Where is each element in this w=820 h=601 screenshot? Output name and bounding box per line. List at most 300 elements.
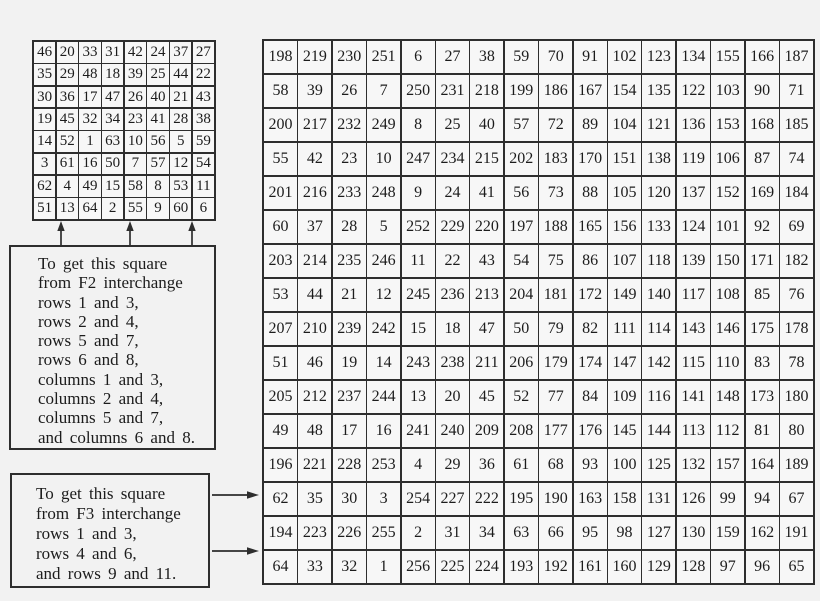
grid-cell: 5 bbox=[367, 211, 400, 243]
grid-cell: 227 bbox=[436, 483, 469, 515]
magic-square-8x8 bbox=[32, 40, 216, 221]
grid-cell: 169 bbox=[746, 177, 779, 209]
up-arrow-2 bbox=[124, 221, 136, 246]
grid-cell: 206 bbox=[505, 347, 538, 379]
note-line: rows 1 and 3, bbox=[38, 292, 139, 312]
note-line: and rows 9 and 11. bbox=[36, 564, 177, 583]
grid-cell: 129 bbox=[642, 551, 675, 583]
up-arrow-3 bbox=[186, 221, 198, 246]
grid-cell: 198 bbox=[264, 41, 297, 73]
grid-cell: 166 bbox=[746, 41, 779, 73]
grid-cell: 95 bbox=[574, 517, 607, 549]
grid-cell: 97 bbox=[711, 551, 744, 583]
grid-cell: 29 bbox=[436, 449, 469, 481]
grid-cell: 39 bbox=[298, 75, 331, 107]
grid-cell: 68 bbox=[539, 449, 572, 481]
grid-cell: 56 bbox=[147, 131, 168, 152]
grid-cell: 28 bbox=[333, 211, 366, 243]
grid-cell: 51 bbox=[34, 198, 55, 219]
grid-cell: 203 bbox=[264, 245, 297, 277]
grid-cell: 247 bbox=[402, 143, 435, 175]
grid-cell: 64 bbox=[264, 551, 297, 583]
grid-cell: 50 bbox=[102, 154, 123, 175]
grid-cell: 136 bbox=[677, 109, 710, 141]
grid-cell: 17 bbox=[333, 415, 366, 447]
grid-cell: 187 bbox=[780, 41, 813, 73]
grid-cell: 45 bbox=[470, 381, 503, 413]
up-arrow-1 bbox=[55, 221, 67, 246]
grid-cell: 113 bbox=[677, 415, 710, 447]
grid-cell: 199 bbox=[505, 75, 538, 107]
grid-cell: 33 bbox=[79, 42, 100, 63]
grid-cell: 109 bbox=[608, 381, 641, 413]
grid-cell: 78 bbox=[780, 347, 813, 379]
grid-cell: 184 bbox=[780, 177, 813, 209]
grid-cell: 130 bbox=[677, 517, 710, 549]
right-arrow-2 bbox=[212, 545, 259, 557]
grid-cell: 183 bbox=[539, 143, 572, 175]
grid-cell: 57 bbox=[505, 109, 538, 141]
grid-cell: 163 bbox=[574, 483, 607, 515]
grid-cell: 43 bbox=[470, 245, 503, 277]
grid-cell: 82 bbox=[574, 313, 607, 345]
grid-cell: 250 bbox=[402, 75, 435, 107]
grid-cell: 149 bbox=[608, 279, 641, 311]
grid-cell: 150 bbox=[711, 245, 744, 277]
grid-cell: 14 bbox=[34, 131, 55, 152]
grid-cell: 255 bbox=[367, 517, 400, 549]
grid-cell: 35 bbox=[34, 64, 55, 85]
grid-cell: 47 bbox=[470, 313, 503, 345]
grid-cell: 18 bbox=[436, 313, 469, 345]
grid-cell: 118 bbox=[642, 245, 675, 277]
grid-cell: 241 bbox=[402, 415, 435, 447]
grid-cell: 159 bbox=[711, 517, 744, 549]
grid-cell: 254 bbox=[402, 483, 435, 515]
grid-cell: 75 bbox=[539, 245, 572, 277]
grid-cell: 174 bbox=[574, 347, 607, 379]
grid-cell: 142 bbox=[642, 347, 675, 379]
grid-cell: 41 bbox=[470, 177, 503, 209]
grid-cell: 242 bbox=[367, 313, 400, 345]
grid-cell: 180 bbox=[780, 381, 813, 413]
grid-cell: 64 bbox=[79, 198, 100, 219]
grid-cell: 50 bbox=[505, 313, 538, 345]
grid-cell: 7 bbox=[125, 154, 146, 175]
grid-cell: 73 bbox=[539, 177, 572, 209]
grid-cell: 56 bbox=[505, 177, 538, 209]
grid-cell: 141 bbox=[677, 381, 710, 413]
grid-cell: 125 bbox=[642, 449, 675, 481]
grid-cell: 175 bbox=[746, 313, 779, 345]
grid-cell: 99 bbox=[711, 483, 744, 515]
grid-cell: 14 bbox=[367, 347, 400, 379]
grid-cell: 34 bbox=[470, 517, 503, 549]
grid-cell: 48 bbox=[79, 64, 100, 85]
grid-cell: 204 bbox=[505, 279, 538, 311]
grid-cell: 62 bbox=[264, 483, 297, 515]
grid-cell: 40 bbox=[470, 109, 503, 141]
grid-cell: 138 bbox=[642, 143, 675, 175]
grid-cell: 186 bbox=[539, 75, 572, 107]
grid-cell: 31 bbox=[436, 517, 469, 549]
grid-cell: 152 bbox=[711, 177, 744, 209]
grid-cell: 13 bbox=[402, 381, 435, 413]
grid-cell: 51 bbox=[264, 347, 297, 379]
note-line: columns 1 and 3, bbox=[38, 369, 164, 389]
grid-cell: 24 bbox=[436, 177, 469, 209]
grid-cell: 244 bbox=[367, 381, 400, 413]
grid-cell: 18 bbox=[102, 64, 123, 85]
note-line: To get this square bbox=[36, 484, 166, 503]
grid-cell: 83 bbox=[746, 347, 779, 379]
grid-cell: 30 bbox=[333, 483, 366, 515]
grid-cell: 62 bbox=[34, 176, 55, 197]
grid-cell: 217 bbox=[298, 109, 331, 141]
grid-cell: 7 bbox=[367, 75, 400, 107]
grid-cell: 165 bbox=[574, 211, 607, 243]
grid-cell: 59 bbox=[505, 41, 538, 73]
grid-cell: 86 bbox=[574, 245, 607, 277]
grid-cell: 157 bbox=[711, 449, 744, 481]
grid-cell: 27 bbox=[436, 41, 469, 73]
grid-cell: 19 bbox=[333, 347, 366, 379]
grid-cell: 26 bbox=[333, 75, 366, 107]
grid-cell: 191 bbox=[780, 517, 813, 549]
grid-cell: 10 bbox=[367, 143, 400, 175]
grid-cell: 172 bbox=[574, 279, 607, 311]
grid-cell: 133 bbox=[642, 211, 675, 243]
grid-cell: 154 bbox=[608, 75, 641, 107]
grid-cell: 229 bbox=[436, 211, 469, 243]
grid-cell: 177 bbox=[539, 415, 572, 447]
grid-cell: 43 bbox=[193, 87, 214, 108]
grid-cell: 52 bbox=[57, 131, 78, 152]
note-line: columns 5 and 7, bbox=[38, 408, 164, 428]
grid-cell: 143 bbox=[677, 313, 710, 345]
grid-cell: 63 bbox=[505, 517, 538, 549]
grid-cell: 92 bbox=[746, 211, 779, 243]
grid-cell: 158 bbox=[608, 483, 641, 515]
grid-cell: 237 bbox=[333, 381, 366, 413]
grid-cell: 124 bbox=[677, 211, 710, 243]
grid-cell: 29 bbox=[57, 64, 78, 85]
grid-cell: 230 bbox=[333, 41, 366, 73]
note-f3 bbox=[10, 473, 210, 588]
grid-cell: 13 bbox=[57, 198, 78, 219]
grid-cell: 11 bbox=[402, 245, 435, 277]
grid-cell: 215 bbox=[470, 143, 503, 175]
grid-cell: 137 bbox=[677, 177, 710, 209]
grid-cell: 240 bbox=[436, 415, 469, 447]
grid-cell: 11 bbox=[193, 176, 214, 197]
grid-cell: 35 bbox=[298, 483, 331, 515]
grid-cell: 201 bbox=[264, 177, 297, 209]
grid-cell: 21 bbox=[333, 279, 366, 311]
grid-cell: 1 bbox=[79, 131, 100, 152]
grid-cell: 76 bbox=[780, 279, 813, 311]
grid-cell: 48 bbox=[298, 415, 331, 447]
grid-cell: 234 bbox=[436, 143, 469, 175]
grid-cell: 131 bbox=[642, 483, 675, 515]
grid-cell: 170 bbox=[574, 143, 607, 175]
grid-cell: 42 bbox=[298, 143, 331, 175]
note-line: from F3 interchange bbox=[36, 504, 181, 523]
grid-cell: 5 bbox=[170, 131, 191, 152]
grid-cell: 248 bbox=[367, 177, 400, 209]
grid-cell: 127 bbox=[642, 517, 675, 549]
grid-cell: 164 bbox=[746, 449, 779, 481]
grid-cell: 16 bbox=[79, 154, 100, 175]
grid-cell: 145 bbox=[608, 415, 641, 447]
grid-cell: 59 bbox=[193, 131, 214, 152]
grid-cell: 71 bbox=[780, 75, 813, 107]
grid-cell: 218 bbox=[470, 75, 503, 107]
grid-cell: 15 bbox=[102, 176, 123, 197]
grid-cell: 6 bbox=[193, 198, 214, 219]
grid-cell: 25 bbox=[436, 109, 469, 141]
grid-cell: 171 bbox=[746, 245, 779, 277]
grid-cell: 80 bbox=[780, 415, 813, 447]
note-line: To get this square bbox=[38, 254, 168, 273]
note-line: from F2 interchange bbox=[38, 273, 183, 293]
grid-cell: 2 bbox=[402, 517, 435, 549]
grid-cell: 2 bbox=[102, 198, 123, 219]
grid-cell: 243 bbox=[402, 347, 435, 379]
note-line: rows 2 and 4, bbox=[38, 311, 139, 331]
note-line: rows 6 and 8, bbox=[38, 350, 139, 370]
grid-cell: 219 bbox=[298, 41, 331, 73]
note-f2 bbox=[9, 245, 216, 450]
grid-cell: 212 bbox=[298, 381, 331, 413]
grid-cell: 94 bbox=[746, 483, 779, 515]
grid-cell: 4 bbox=[402, 449, 435, 481]
grid-cell: 211 bbox=[470, 347, 503, 379]
grid-cell: 45 bbox=[57, 109, 78, 130]
grid-cell: 122 bbox=[677, 75, 710, 107]
grid-cell: 123 bbox=[642, 41, 675, 73]
grid-cell: 101 bbox=[711, 211, 744, 243]
grid-cell: 32 bbox=[333, 551, 366, 583]
grid-cell: 213 bbox=[470, 279, 503, 311]
grid-cell: 231 bbox=[436, 75, 469, 107]
grid-cell: 34 bbox=[102, 109, 123, 130]
grid-cell: 132 bbox=[677, 449, 710, 481]
grid-cell: 46 bbox=[298, 347, 331, 379]
grid-cell: 25 bbox=[147, 64, 168, 85]
grid-cell: 205 bbox=[264, 381, 297, 413]
grid-cell: 119 bbox=[677, 143, 710, 175]
grid-cell: 105 bbox=[608, 177, 641, 209]
grid-cell: 72 bbox=[539, 109, 572, 141]
grid-cell: 245 bbox=[402, 279, 435, 311]
grid-cell: 61 bbox=[57, 154, 78, 175]
grid-cell: 135 bbox=[642, 75, 675, 107]
grid-cell: 31 bbox=[102, 42, 123, 63]
grid-cell: 189 bbox=[780, 449, 813, 481]
grid-cell: 224 bbox=[470, 551, 503, 583]
grid-cell: 49 bbox=[79, 176, 100, 197]
grid-cell: 223 bbox=[298, 517, 331, 549]
grid-cell: 147 bbox=[608, 347, 641, 379]
grid-cell: 195 bbox=[505, 483, 538, 515]
grid-cell: 58 bbox=[264, 75, 297, 107]
grid-cell: 36 bbox=[470, 449, 503, 481]
note-line: rows 5 and 7, bbox=[38, 331, 139, 351]
grid-cell: 67 bbox=[780, 483, 813, 515]
grid-cell: 38 bbox=[470, 41, 503, 73]
grid-cell: 193 bbox=[505, 551, 538, 583]
grid-cell: 91 bbox=[574, 41, 607, 73]
grid-cell: 121 bbox=[642, 109, 675, 141]
grid-cell: 120 bbox=[642, 177, 675, 209]
grid-cell: 222 bbox=[470, 483, 503, 515]
grid-cell: 139 bbox=[677, 245, 710, 277]
grid-cell: 249 bbox=[367, 109, 400, 141]
grid-cell: 66 bbox=[539, 517, 572, 549]
grid-cell: 232 bbox=[333, 109, 366, 141]
grid-cell: 77 bbox=[539, 381, 572, 413]
note-line: rows 1 and 3, bbox=[36, 524, 137, 543]
grid-cell: 37 bbox=[170, 42, 191, 63]
grid-cell: 111 bbox=[608, 313, 641, 345]
grid-cell: 202 bbox=[505, 143, 538, 175]
note-line: and columns 6 and 8. bbox=[38, 427, 195, 447]
grid-cell: 79 bbox=[539, 313, 572, 345]
grid-cell: 54 bbox=[193, 154, 214, 175]
grid-cell: 1 bbox=[367, 551, 400, 583]
grid-cell: 216 bbox=[298, 177, 331, 209]
grid-cell: 155 bbox=[711, 41, 744, 73]
grid-cell: 160 bbox=[608, 551, 641, 583]
grid-cell: 128 bbox=[677, 551, 710, 583]
grid-cell: 41 bbox=[147, 109, 168, 130]
grid-cell: 3 bbox=[34, 154, 55, 175]
grid-cell: 12 bbox=[367, 279, 400, 311]
grid-cell: 53 bbox=[170, 176, 191, 197]
grid-cell: 179 bbox=[539, 347, 572, 379]
grid-cell: 23 bbox=[333, 143, 366, 175]
grid-cell: 19 bbox=[34, 109, 55, 130]
grid-cell: 251 bbox=[367, 41, 400, 73]
grid-cell: 100 bbox=[608, 449, 641, 481]
grid-cell: 36 bbox=[57, 87, 78, 108]
grid-cell: 185 bbox=[780, 109, 813, 141]
grid-cell: 49 bbox=[264, 415, 297, 447]
grid-cell: 81 bbox=[746, 415, 779, 447]
grid-cell: 107 bbox=[608, 245, 641, 277]
grid-cell: 181 bbox=[539, 279, 572, 311]
grid-cell: 63 bbox=[102, 131, 123, 152]
grid-cell: 16 bbox=[367, 415, 400, 447]
note-line: rows 4 and 6, bbox=[36, 544, 137, 563]
grid-cell: 44 bbox=[170, 64, 191, 85]
grid-cell: 20 bbox=[57, 42, 78, 63]
grid-cell: 214 bbox=[298, 245, 331, 277]
grid-cell: 221 bbox=[298, 449, 331, 481]
grid-cell: 23 bbox=[125, 109, 146, 130]
grid-cell: 46 bbox=[34, 42, 55, 63]
grid-cell: 220 bbox=[470, 211, 503, 243]
grid-cell: 144 bbox=[642, 415, 675, 447]
grid-cell: 233 bbox=[333, 177, 366, 209]
grid-cell: 6 bbox=[402, 41, 435, 73]
grid-cell: 146 bbox=[711, 313, 744, 345]
grid-cell: 37 bbox=[298, 211, 331, 243]
grid-cell: 256 bbox=[402, 551, 435, 583]
grid-cell: 194 bbox=[264, 517, 297, 549]
grid-cell: 85 bbox=[746, 279, 779, 311]
grid-cell: 226 bbox=[333, 517, 366, 549]
grid-cell: 93 bbox=[574, 449, 607, 481]
grid-cell: 246 bbox=[367, 245, 400, 277]
grid-cell: 156 bbox=[608, 211, 641, 243]
grid-cell: 60 bbox=[264, 211, 297, 243]
grid-cell: 84 bbox=[574, 381, 607, 413]
grid-cell: 178 bbox=[780, 313, 813, 345]
grid-cell: 58 bbox=[125, 176, 146, 197]
grid-cell: 89 bbox=[574, 109, 607, 141]
grid-cell: 104 bbox=[608, 109, 641, 141]
grid-cell: 153 bbox=[711, 109, 744, 141]
note-line: columns 2 and 4, bbox=[38, 389, 164, 409]
grid-cell: 106 bbox=[711, 143, 744, 175]
grid-cell: 22 bbox=[436, 245, 469, 277]
grid-cell: 40 bbox=[147, 87, 168, 108]
grid-cell: 114 bbox=[642, 313, 675, 345]
grid-cell: 9 bbox=[147, 198, 168, 219]
grid-cell: 96 bbox=[746, 551, 779, 583]
grid-cell: 116 bbox=[642, 381, 675, 413]
grid-cell: 8 bbox=[402, 109, 435, 141]
grid-cell: 87 bbox=[746, 143, 779, 175]
grid-cell: 88 bbox=[574, 177, 607, 209]
grid-cell: 126 bbox=[677, 483, 710, 515]
grid-cell: 173 bbox=[746, 381, 779, 413]
grid-cell: 57 bbox=[147, 154, 168, 175]
grid-cell: 52 bbox=[505, 381, 538, 413]
grid-cell: 188 bbox=[539, 211, 572, 243]
grid-cell: 176 bbox=[574, 415, 607, 447]
grid-cell: 253 bbox=[367, 449, 400, 481]
grid-cell: 3 bbox=[367, 483, 400, 515]
grid-cell: 252 bbox=[402, 211, 435, 243]
grid-cell: 39 bbox=[125, 64, 146, 85]
grid-cell: 20 bbox=[436, 381, 469, 413]
grid-cell: 15 bbox=[402, 313, 435, 345]
grid-cell: 239 bbox=[333, 313, 366, 345]
grid-cell: 70 bbox=[539, 41, 572, 73]
grid-cell: 196 bbox=[264, 449, 297, 481]
grid-cell: 61 bbox=[505, 449, 538, 481]
grid-cell: 103 bbox=[711, 75, 744, 107]
grid-cell: 74 bbox=[780, 143, 813, 175]
grid-cell: 228 bbox=[333, 449, 366, 481]
grid-cell: 24 bbox=[147, 42, 168, 63]
grid-cell: 190 bbox=[539, 483, 572, 515]
grid-cell: 30 bbox=[34, 87, 55, 108]
grid-cell: 210 bbox=[298, 313, 331, 345]
grid-cell: 69 bbox=[780, 211, 813, 243]
grid-cell: 168 bbox=[746, 109, 779, 141]
grid-cell: 182 bbox=[780, 245, 813, 277]
grid-cell: 26 bbox=[125, 87, 146, 108]
grid-cell: 12 bbox=[170, 154, 191, 175]
grid-cell: 53 bbox=[264, 279, 297, 311]
grid-cell: 33 bbox=[298, 551, 331, 583]
grid-cell: 236 bbox=[436, 279, 469, 311]
right-arrow-1 bbox=[212, 489, 259, 501]
